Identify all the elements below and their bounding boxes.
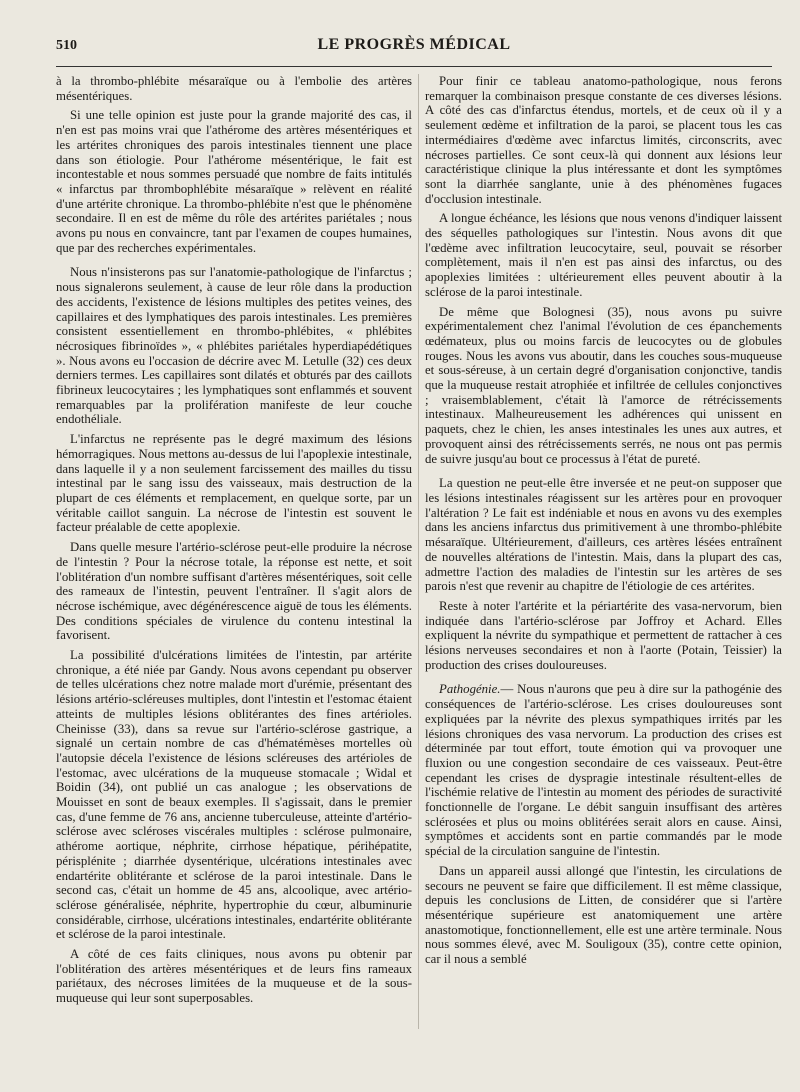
paragraph-text: L'infarctus ne représente pas le degré maximum des lésions hémorragiques. Nous mettons au-dessus de lui l'apoplexie intestinale, dans laquelle il y a non seulement farcissement des mailles du tissu intestinal par le sang issu des vaisseaux, mais destruction de la plupart de ces éléments et remplacement, en quelque sorte, par un véritable caillot sanguin. La nécrose de l'intestin est souvent le facteur préalable de cette apoplexie. <box>56 432 412 535</box>
paragraph-text: à la thrombo-phlébite mésaraïque ou à l'embolie des artères mésentériques. <box>56 74 412 103</box>
paragraph-text: La question ne peut-elle être inversée et ne peut-on supposer que les lésions intestinales réagissent sur les artères pour en provoquer l'altération ? Le fait est indéniable et nous en avons vu des exemples dans les anciens infarctus dus primitivement à une thrombo-phlébite mésaraïque. Ultérieurement, d'ailleurs, ces artères lésées entraînent de nouvelles altérations de l'intestin. Mais, dans la plupart des cas, admettre l'action des maladies de l'intestin sur les artères de ses parois n'est que revenir au chapitre de l'étiologie de ces artérites. <box>425 476 782 594</box>
page-header <box>56 34 772 60</box>
paragraph-text: A côté de ces faits cliniques, nous avons pu obtenir par l'oblitération des artères mésentériques et de leurs fins rameaux pariétaux, des nécroses limitées de la muqueuse et de la sous-muqueuse qui leur sont superposables. <box>56 947 412 1006</box>
left-column <box>56 74 412 1011</box>
paragraph <box>56 108 412 255</box>
paragraph-lead: Pathogénie. <box>439 682 501 697</box>
paragraph <box>56 540 412 643</box>
paragraph-text: Si une telle opinion est juste pour la grande majorité des cas, il n'en est pas moins vrai que l'athérome des artères mésentériques et les artérites chroniques des parois intestinales tiennent une place dans son étiologie. Pour l'athérome mésentérique, le fait est incontestable et nous sommes persuadé que nombre de faits intitulés « infarctus par thrombophlébite mésaraïque » relèvent en réalité d'une artérite chronique. La thrombo-phlébite n'est que le phénomène secondaire. Il en est de même du rôle des artérites pariétales ; nous avons pu nous en convaincre, tant par l'examen de coupes humaines, que par des recherches expérimentales. <box>56 108 412 255</box>
paragraph <box>56 432 412 535</box>
right-column <box>425 74 782 972</box>
paragraph-text: Reste à noter l'artérite et la périartérite des vasa-nervorum, bien indiquée dans l'artério-sclérose par Joffroy et Achard. Elles expliquent la névrite du sympathique et permettent de rattacher à ces lésions nerveuses secondaires et non à l'aorte (Potain, Teissier) la production des crises douloureuses. <box>425 598 782 672</box>
paragraph-text: A longue échéance, les lésions que nous venons d'indiquer laissent des séquelles pathologiques sur l'intestin. Nous avons dit que l'œdème avec infiltration leucocytaire, seul, pouvait se résorber complètement, mais il n'en est pas ainsi des infarctus, ou des apoplexies limitées : ultérieurement elles peuvent aboutir à la sclérose de la paroi intestinale. <box>425 211 782 299</box>
paragraph <box>425 211 782 299</box>
paragraph-text: De même que Bolognesi (35), nous avons pu suivre expérimentalement chez l'animal l'évolution de ces épanchements œdémateux, plus ou moins farcis de leucocytes ou de globules rouges. Nous les avons vus aboutir, dans les couches sous-muqueuse et sous-séreuse, à un certain degré d'organisation conjonctive, tandis que la muqueuse restait atrophiée et infiltrée de cellules conjonctives ; vraisemblablement, c'était là l'amorce de rétrécissements intestinaux. Malheureusement les adhérences qui unissent en paquets, chez le chien, les anses intestinales les unes aux autres, et provoquent ainsi des rétrécissements serrés, ne nous ont pas permis de suivre jusqu'au bout ce processus à l'état de pureté. <box>425 304 782 466</box>
paragraph <box>425 476 782 594</box>
paragraph <box>56 74 412 103</box>
page-number: 510 <box>56 38 77 53</box>
paragraph <box>425 305 782 467</box>
paragraph <box>56 648 412 942</box>
paragraph-text: Nous n'insisterons pas sur l'anatomie-pathologique de l'infarctus ; nous signalerons seulement, à cause de leur rôle dans la production des accidents, l'existence de lésions multiples des petites veines, des capillaires et des lymphatiques des parois intestinales. Les premières consistent essentiellement en thrombo-phlébites, « phlébites nécrosiques fibrinoïdes », « phlébites pariétales hyperdiapédétiques ». Nous avons eu l'occasion de décrire avec M. Letulle (32) ces deux derniers termes. Les capillaires sont dilatés et obturés par des caillots fibrineux leucocytaires ; les lymphatiques sont enflammés et souvent remarquables par la prolifération manifeste de leur couche endothéliale. <box>56 265 412 427</box>
paragraph <box>56 947 412 1006</box>
paragraph-text: — Nous n'aurons que peu à dire sur la pathogénie des conséquences de l'artério-sclérose. Les crises douloureuses sont expliquées par la névrite des plexus sympathiques irrités par les lésions chroniques des vasa nervorum. La production des crises est déterminée par tout effort, toute émotion qui va provoquer une fluxion ou une congestion secondaire de ces vaisseaux. Peut-être cependant les crises de dyspragie intestinale résultent-elles de l'ischémie relative de l'intestin au moment des périodes de suractivité fonctionnelle de l'organe. Le débit sanguin insuffisant des artères sclérosées et plus ou moins oblitérées serait alors en cause. Ainsi, symptômes et accidents sont en partie commandés par le mode spécial de la circulation sanguine de l'intestin. <box>425 682 782 859</box>
paragraph <box>425 682 782 858</box>
paragraph <box>425 74 782 206</box>
paragraph-text: Dans quelle mesure l'artério-sclérose peut-elle produire la nécrose de l'intestin ? Pour la nécrose totale, la réponse est nette, et soit l'oblitération d'un nombre suffisant d'artères mésentériques, soit celle des rameaux de l'intestin, peuvent l'entraîner. Il s'agit alors de nécrose ischémique, avec dégénérescence aiguë de tous les éléments. Des conditions spéciales de virulence du contenu intestinal la favorisent. <box>56 540 412 643</box>
paragraph <box>425 864 782 967</box>
paragraph-text: La possibilité d'ulcérations limitées de l'intestin, par artérite chronique, a été niée par Gandy. Nous avons cependant pu observer de telles ulcérations chez notre malade mort d'urémie, présentant des lésions artério-scléreuses multiples, dont l'intestin et l'estomac étaient atteints de multiples lésions oblitérantes des fines artérioles. Cheinisse (33), dans sa revue sur l'artério-sclérose gastrique, a signalé un certain nombre de cas d'hématémèses mortelles où l'autopsie décela l'existence de lésions scléreuses des artérioles de l'estomac, avec ulcérations de la muqueuse stomacale ; Widal et Boidin (34), ont publié un cas analogue ; les observations de Mouisset en sont de beaux exemples. Il s'agissait, dans le premier cas, d'une femme de 76 ans, ancienne tuberculeuse, atteinte d'artério-sclérose avec scléroses viscérales multiples : sclérose pulmonaire, athérome aortique, néphrite, cirrhose hépatique, périhépatite, périsplénite ; diarrhée dysentérique, ulcérations intestinales avec endartérite oblitérante et sclérose de la paroi intestinale. Dans le second cas, c'était un homme de 45 ans, alcoolique, avec artério-sclérose généralisée, néphrite, hypertrophie du cœur, albuminurie considérable, cirrhose, ulcérations intestinales, endartérite oblitérante et sclérose de la paroi intestinale. <box>56 648 412 942</box>
paragraph <box>56 265 412 427</box>
header-rule <box>56 66 772 67</box>
column-divider <box>418 74 419 1029</box>
paragraph <box>425 599 782 673</box>
paragraph-text: Pour finir ce tableau anatomo-pathologique, nous ferons remarquer la combinaison presque constante de ces diverses lésions. A côté des cas d'infarctus étendus, mortels, et de ceux où il y a seulement œdème et infiltration de la paroi, se placent tous les cas intermédiaires d'œdème avec infarctus limités, circonscrits, avec nécroses partielles. Ce sont ceux-là qui donnent aux lésions leur caractéristique clinique la plus intéressante et dont les symptômes sont la diarrhée sanglante, unie à des phénomènes fugaces d'occlusion intestinale. <box>425 74 782 206</box>
paragraph-text: Dans un appareil aussi allongé que l'intestin, les circulations de secours ne peuvent se faire que difficilement. Il est même classique, depuis les conclusions de Litten, de considérer que si l'artère mésentérique supérieure est anatomiquement une artère anastomotique, fonctionnellement, elle est une artère terminale. Nous nous sommes élevé, avec M. Souligoux (35), contre cette opinion, car il nous a semblé <box>425 863 782 967</box>
journal-title: LE PROGRÈS MÉDICAL <box>317 36 511 53</box>
